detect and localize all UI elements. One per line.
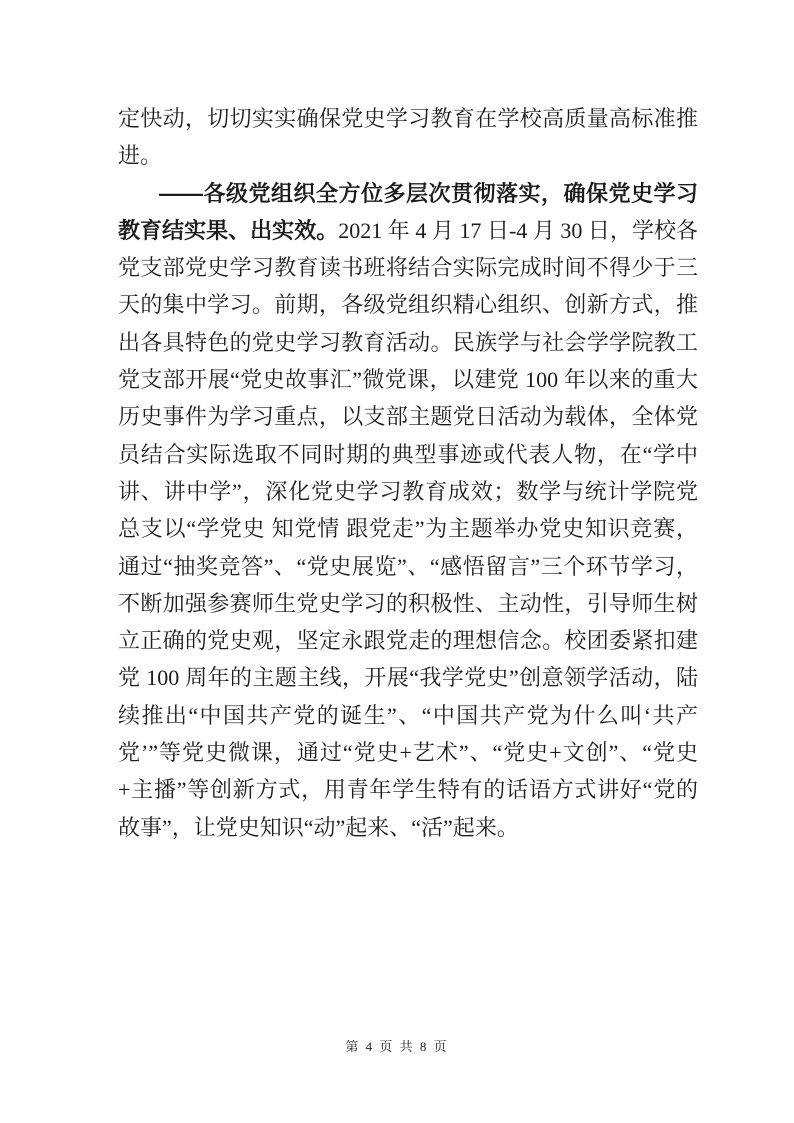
section-body-run: 2021 年 4 月 17 日-4 月 30 日，学校各党支部党史学习教育读书班将结合实际完成时间不得少于三天的集中学习。前期，各级党组织精心组织、创新方式，推出各具特色的党史学习教育活动。民族学与社会学学院教工党支部开展“党史故事汇”微党课，以建党 100 年以来的重大历史事件为学习重点，以支部主题党日活动为载体，全体党员结合实际选取不同时期的典型事迹或代表人物，在“学中讲、讲中学”，深化党史学习教育成效；数学与统计学院党总支以“学党史 知党情 跟党走”为主题举办党史知识竞赛，通过“抽奖竞答”、“党史展览”、“感悟留言”三个环节学习，不断加强参赛师生党史学习的积极性、主动性，引导师生树立正确的党史观，坚定永跟党走的理想信念。校团委紧扣建党 100 周年的主题主线，开展“我学党史”创意领学活动，陆续推出“中国共产党的诞生”、“中国共产党为什么叫‘共产党’”等党史微课，通过“党史+艺术”、“党史+文创”、“党史+主播”等创新方式，用青年学生特有的话语方式讲好“党的故事”，让党史知识“动”起来、“活”起来。 (118, 217, 698, 840)
body-text-run: 定快动，切切实实确保党史学习教育在学校高质量高标准推进。 (118, 106, 698, 169)
page-footer (0, 1036, 794, 1055)
document-body (118, 100, 698, 846)
page-number-label: 第 4 页 共 8 页 (345, 1039, 449, 1054)
paragraph-section (118, 175, 698, 846)
section-lead-bold-run: ——各级党组织全方位多层次贯彻落实，确保党史学习教育结实果、出实效。 (118, 180, 698, 243)
paragraph-continuation (118, 100, 698, 175)
